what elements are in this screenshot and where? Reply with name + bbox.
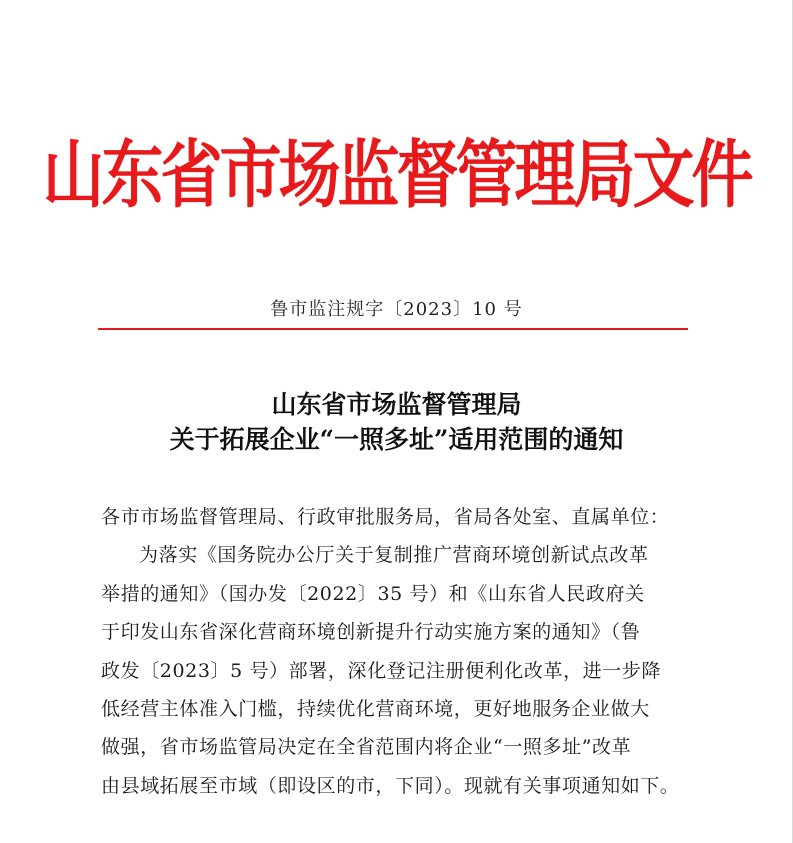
salutation: 各市市场监督管理局、行政审批服务局，省局各处室、直属单位： <box>101 506 670 528</box>
body-line-4: 政发〔2023〕5 号）部署，深化登记注册便利化改革，进一步降 <box>101 659 662 682</box>
body-line-7: 由县域拓展至市域（即设区的市，下同）。现就有关事项通知如下。 <box>101 774 680 797</box>
body-line-2: 举措的通知》（国办发〔2022〕35 号）和《山东省人民政府关 <box>101 582 645 605</box>
red-separator-line <box>98 328 688 330</box>
notice-title-line-1: 山东省市场监督管理局 <box>271 390 522 419</box>
body-line-5: 低经营主体准入门槛，持续优化营商环境，更好地服务企业做大 <box>101 698 650 721</box>
body-line-3: 于印发山东省深化营商环境创新提升行动实施方案的通知》（鲁 <box>101 621 641 644</box>
body-line-6: 做强，省市场监管局决定在全省范围内将企业“一照多址”改革 <box>101 736 632 759</box>
masthead-title: 山东省市场监督管理局文件 <box>42 131 751 218</box>
body-line-1: 为落实《国务院办公厅关于复制推广营商环境创新试点改革 <box>139 544 649 567</box>
body-text <box>101 498 693 805</box>
document-number: 鲁市监注规字〔2023〕10 号 <box>270 299 523 320</box>
notice-title-line-2: 关于拓展企业“一照多址”适用范围的通知 <box>169 425 624 454</box>
